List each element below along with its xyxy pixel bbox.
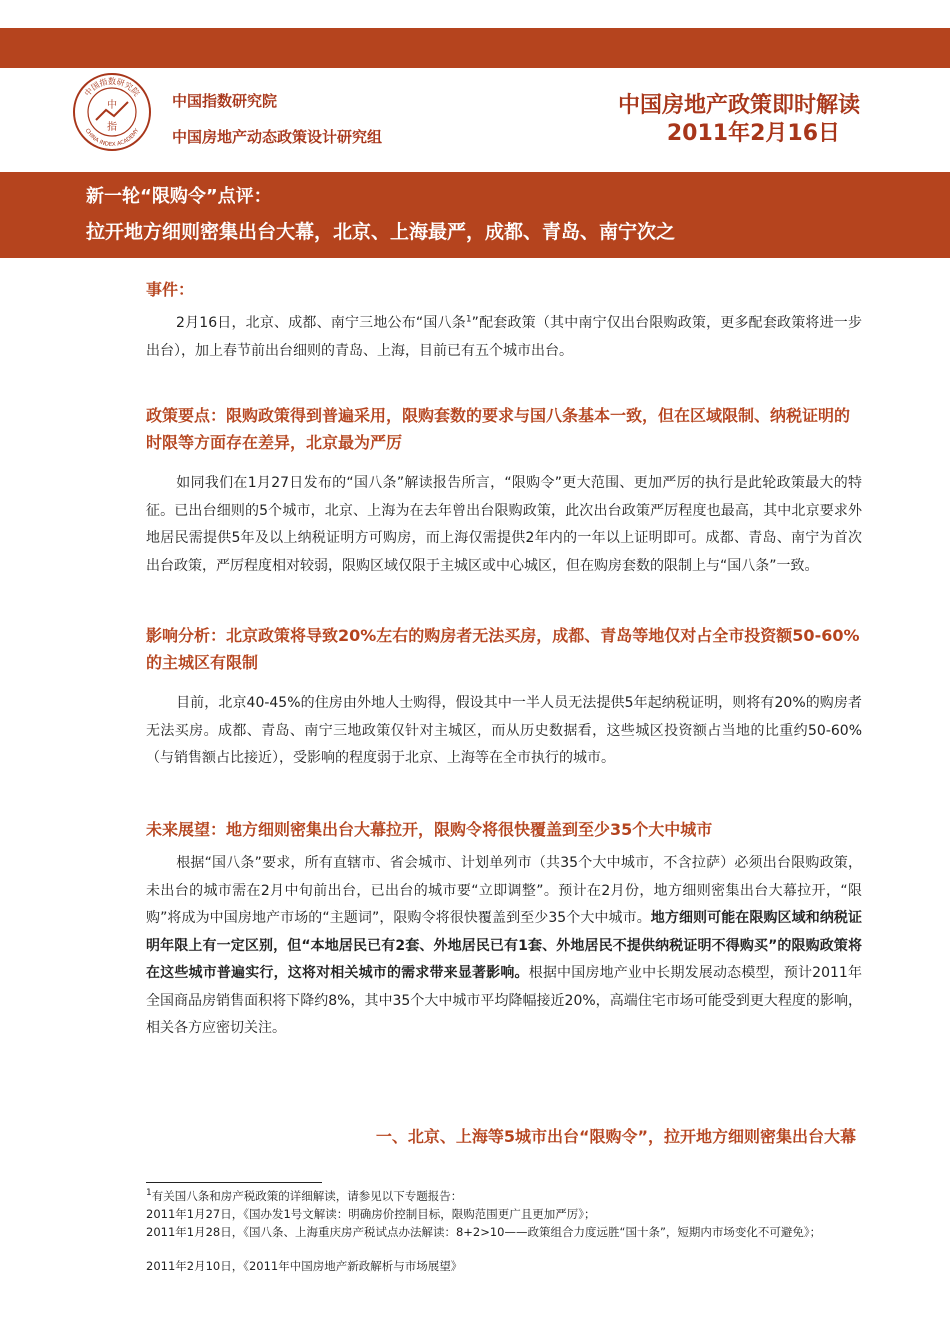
policy-paragraph: [146, 470, 862, 580]
chapter-heading-one: 一、北京、上海等5城市出台“限购令”，拉开地方细则密集出台大幕: [375, 1127, 856, 1146]
impact-heading: 影响分析：北京政策将导致20%左右的购房者无法买房，成都、青岛等地仅对占全市投资额50-60%的主城区有限制: [146, 626, 860, 672]
impact-paragraph: [146, 690, 862, 773]
logo-center-bottom: 指: [107, 122, 117, 133]
outlook-paragraph: [146, 850, 862, 1043]
logo-ring-text: 中国指数研究院: [82, 77, 142, 99]
footnote-ref: 1: [465, 314, 472, 325]
footnote-divider: [146, 1182, 322, 1183]
china-index-academy-logo: [72, 72, 152, 152]
top-color-bar: [0, 28, 950, 68]
outlook-heading: 未来展望：地方细则密集出台大幕拉开，限购令将很快覆盖到至少35个大中城市: [146, 820, 713, 839]
logo-center-top: 中: [107, 100, 117, 111]
event-text-a: 2月16日，北京、成都、南宁三地公布“国八条: [176, 315, 466, 331]
group-name: 中国房地产动态政策设计研究组: [172, 128, 383, 146]
report-title: 中国房地产政策即时解读: [617, 93, 860, 118]
banner-line-1: 新一轮“限购令”点评：: [86, 186, 272, 207]
report-date: 2011年2月16日: [666, 121, 840, 146]
footnote-mark: 1: [146, 1188, 152, 1199]
event-paragraph: [146, 310, 862, 365]
outlook-text-b: 根据中国房地产业中长期发展动态模型，预计2011年全国商品房销售面积将下降约8%，其中35个大中城市平均降幅接近20%，高端住宅市场可能受到更大程度的影响，相关各方应密切关注。: [146, 965, 862, 1036]
footnote-ref-3: 2011年2月10日，《2011年中国房地产新政解析与市场展望》: [146, 1259, 463, 1273]
title-banner: [0, 172, 950, 258]
impact-text: 目前，北京40-45%的住房由外地人士购得，假设其中一半人员无法提供5年起纳税证明，则将有20%的购房者无法买房。成都、青岛、南宁三地政策仅针对主城区，而从历史数据看，这些城区投资额占当地的比重约50-60%（与销售额占比接近），受影响的程度弱于北京、上海等在全市执行的城市。: [146, 695, 862, 766]
logo-ring-text-en: CHINA INDEX ACADEMY: [83, 127, 141, 149]
footnote-intro-text: 有关国八条和房产税政策的详细解读，请参见以下专题报告：: [151, 1189, 463, 1203]
banner-line-2: 拉开地方细则密集出台大幕，北京、上海最严，成都、青岛、南宁次之: [86, 221, 676, 243]
policy-text: 如同我们在1月27日发布的“国八条”解读报告所言，“限购令”更大范围、更加严厉的执行是此轮政策最大的特征。已出台细则的5个城市，北京、上海为在去年曾出台限购政策，此次出台政策严厉程度也最高，其中北京要求外地居民需提供5年及以上纳税证明方可购房，而上海仅需提供2年内的一年以上证明即可。成都、青岛、南宁为首次出台政策，严厉程度相对较弱，限购区域仅限于主城区或中心城区，但在购房套数的限制上与“国八条”一致。: [146, 475, 862, 574]
outlook-text-bold: 地方细则可能在限购区域和纳税证明年限上有一定区别，但“本地居民已有2套、外地居民已有1套、外地居民不提供纳税证明不得购买”的限购政策将在这些城市普遍实行，这将对相关城市的需求带来显著影响。: [146, 910, 862, 981]
org-name: 中国指数研究院: [172, 92, 278, 110]
footnote-ref-1: 2011年1月27日，《国办发1号文解读：明确房价控制目标，限购范围更广且更加严厉》；: [146, 1207, 596, 1221]
event-text-b: ”配套政策（其中南宁仅出台限购政策，更多配套政策将进一步出台），加上春节前出台细则的青岛、上海，目前已有五个城市出台。: [146, 315, 862, 359]
policy-heading: 政策要点：限购政策得到普遍采用，限购套数的要求与国八条基本一致，但在区域限制、纳税证明的时限等方面存在差异，北京最为严厉: [146, 406, 851, 452]
footnote-ref-2: 2011年1月28日，《国八条、上海重庆房产税试点办法解读：8+2>10——政策组合力度远胜“国十条”，短期内市场变化不可避免》；: [146, 1225, 822, 1239]
outlook-text-a: 根据“国八条”要求，所有直辖市、省会城市、计划单列市（共35个大中城市，不含拉萨）必须出台限购政策，未出台的城市需在2月中旬前出台，已出台的城市要“立即调整”。预计在2月份，地方细则密集出台大幕拉开，“限购”将成为中国房地产市场的“主题词”，限购令将很快覆盖到至少35个大中城市。: [146, 855, 862, 926]
footnote-intro: [146, 1188, 862, 1205]
event-heading: 事件：: [146, 280, 195, 299]
